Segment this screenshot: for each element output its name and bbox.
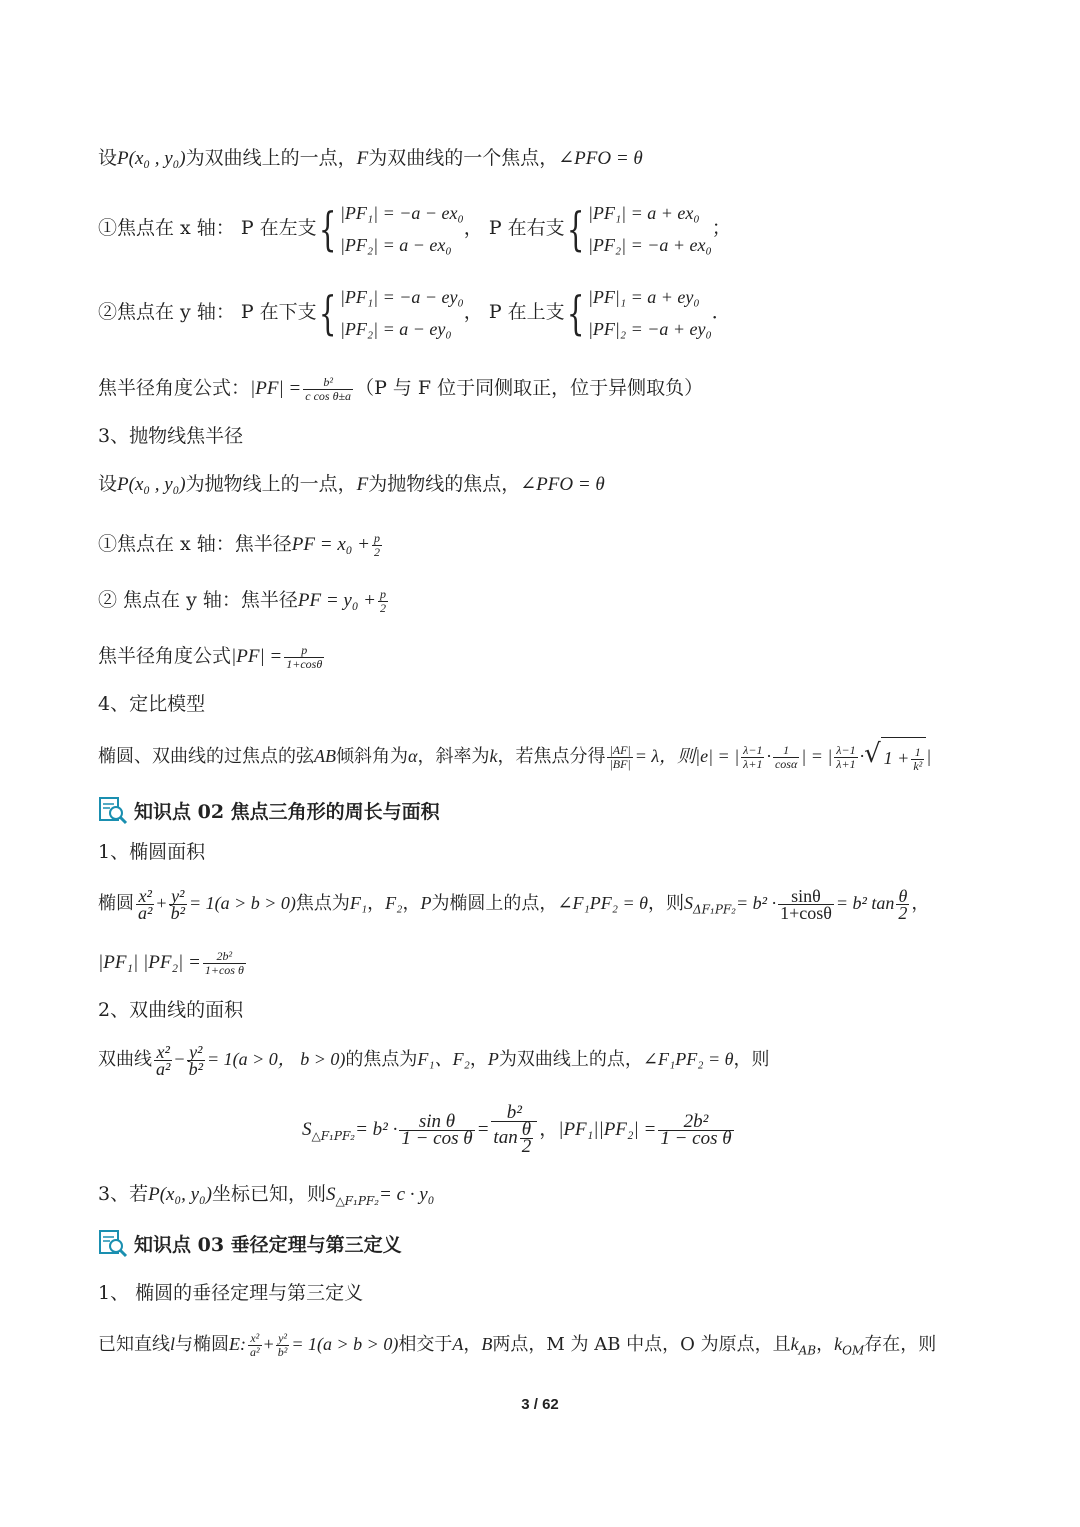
hyperbola-x-axis-formula	[98, 196, 731, 260]
math: A	[452, 1334, 464, 1354]
math: PF = y₀ +	[297, 590, 377, 611]
text: 椭圆、双曲线的过焦点的弦	[98, 746, 314, 767]
numerator: 2b²	[203, 950, 246, 964]
math: P	[420, 893, 432, 913]
numerator: sin θ	[399, 1114, 474, 1131]
numerator: θ	[520, 1122, 534, 1139]
numerator: 1	[773, 744, 799, 758]
text: ，则	[733, 1049, 770, 1070]
math: =	[476, 1119, 490, 1140]
ellipse-area-formula	[98, 878, 929, 935]
left-brace: {	[566, 286, 585, 340]
ellipse-product-formula	[98, 942, 248, 983]
text: ， P 在右支	[463, 217, 565, 239]
numerator: 1	[911, 746, 924, 760]
denominator	[491, 1119, 537, 1157]
math: F₁、F₂	[417, 1049, 470, 1069]
denominator: 2	[898, 902, 908, 923]
text: 坐标已知，则	[211, 1183, 326, 1205]
text: ，	[911, 893, 930, 914]
text: ，	[469, 1049, 488, 1070]
hyperbola-area-display	[302, 1094, 736, 1171]
denominator: 2	[373, 544, 380, 559]
denominator: b²	[277, 1344, 288, 1359]
knowledge-search-icon	[98, 1228, 128, 1258]
fraction	[491, 1102, 537, 1157]
fraction	[658, 1110, 733, 1149]
math: ∠F₁PF₂ = θ	[642, 1049, 734, 1069]
text: 为椭圆上的点，	[431, 893, 558, 914]
math: |	[926, 746, 932, 766]
subscript: AB	[798, 1343, 817, 1358]
numerator: λ−1	[743, 742, 763, 757]
math: k	[834, 1334, 843, 1354]
fraction	[372, 532, 382, 559]
fraction	[773, 744, 799, 771]
hyperbola-point-definition	[98, 146, 643, 171]
ratio-model-formula	[98, 734, 931, 778]
math: = b² ·	[355, 1119, 398, 1140]
text: 为双曲线上的一点，	[185, 147, 357, 169]
fraction	[896, 885, 909, 923]
text: 焦点为	[295, 893, 350, 914]
fraction	[911, 746, 924, 773]
equation-system	[340, 281, 464, 345]
denominator: cosα	[774, 756, 798, 771]
numerator: y²	[276, 1332, 290, 1346]
math: | = |	[801, 746, 833, 766]
heading-text: 知识点 03 垂径定理与第三定义	[134, 1233, 402, 1256]
math: F₁	[349, 893, 368, 913]
page-number: 3 / 62	[521, 1396, 559, 1413]
ellipse-chord-definition	[98, 1324, 936, 1371]
fraction	[520, 1119, 534, 1157]
equation: |PF|₁ = a + ey₀	[587, 287, 700, 307]
parabola-y-axis	[98, 580, 390, 621]
fraction	[778, 885, 834, 923]
math: E:	[229, 1334, 247, 1354]
known-coordinate-formula	[98, 1182, 434, 1213]
math: P(x₀ , y₀)	[117, 474, 186, 495]
numerator: x²	[136, 888, 154, 905]
section-ellipse-perpendicular: 1、 椭圆的垂径定理与第三定义	[98, 1282, 364, 1304]
denominator: 1+cos θ	[204, 962, 244, 977]
math: = 1(a > b > 0)	[188, 893, 296, 913]
numerator: b²	[491, 1105, 537, 1122]
math: S	[684, 893, 694, 913]
equation: |PF₁| = a + ex₀	[587, 203, 700, 223]
numerator: y²	[187, 1044, 205, 1061]
left-brace: {	[318, 202, 337, 256]
subscript: ΔF₁PF₂	[693, 902, 737, 917]
equation: |PF₁| = −a − ey₀	[339, 287, 464, 307]
math: P(x₀ , y₀)	[117, 148, 186, 169]
math: P	[487, 1049, 499, 1069]
text: 设	[98, 473, 118, 495]
numerator: 2b²	[658, 1114, 733, 1131]
hyperbola-y-axis-formula	[98, 280, 731, 344]
equation: |PF₂| = −a + ex₀	[587, 235, 712, 255]
text: ．	[711, 301, 731, 323]
text: 的焦点为	[345, 1049, 418, 1070]
denominator: c cos θ±a	[305, 388, 352, 403]
fraction	[154, 1041, 172, 1079]
text: ②焦点在 y 轴： P 在下支	[98, 301, 317, 323]
text: ，	[402, 893, 421, 914]
numerator: sinθ	[778, 888, 834, 905]
denominator: 1 − cos θ	[660, 1127, 732, 1149]
math: +	[263, 1334, 274, 1354]
equation-system	[340, 197, 464, 261]
math: ∠PFO = θ	[520, 474, 605, 495]
text: ①焦点在 x 轴： P 在左支	[98, 217, 317, 239]
heading-text: 知识点 02 焦点三角形的周长与面积	[134, 800, 440, 823]
subscript: OM	[842, 1343, 865, 1358]
left-brace: {	[566, 202, 585, 256]
fraction	[399, 1110, 474, 1149]
math: F₂	[385, 893, 403, 913]
math: = b² tan	[835, 893, 895, 913]
denominator: 2	[380, 600, 387, 615]
math: AB	[314, 746, 336, 766]
denominator: a²	[138, 902, 153, 923]
numerator: y²	[169, 888, 187, 905]
text: 3、若	[98, 1183, 149, 1205]
knowledge-point-02-heading	[98, 794, 440, 826]
math: = 1(a > b > 0)	[291, 1334, 399, 1354]
knowledge-point-03-heading	[98, 1227, 402, 1259]
text: 为抛物线的焦点，	[368, 473, 521, 495]
math: −	[174, 1049, 185, 1069]
fraction	[834, 744, 857, 771]
math: α	[408, 746, 418, 766]
denominator: k²	[913, 758, 923, 773]
text: 设	[98, 147, 118, 169]
text: 双曲线	[98, 1049, 152, 1070]
math: ·	[859, 746, 865, 766]
denominator: a²	[156, 1058, 171, 1079]
text: （P 与 F 位于同侧取正，位于异侧取负）	[355, 377, 704, 399]
text: ，则	[648, 893, 685, 914]
equation: |PF₂| = a − ex₀	[339, 235, 452, 255]
math: B	[481, 1334, 493, 1354]
numerator: b²	[303, 376, 353, 390]
text: 与椭圆	[175, 1334, 230, 1355]
text: ，	[539, 1118, 559, 1140]
denominator: 1+cosθ	[780, 902, 832, 923]
text: ② 焦点在 y 轴：焦半径	[98, 589, 298, 611]
sqrt-body	[881, 737, 927, 778]
math: = 1(a > 0， b > 0)	[206, 1049, 346, 1069]
text: 相交于	[398, 1334, 453, 1355]
denominator: a²	[250, 1344, 260, 1359]
text: 为抛物线上的一点，	[185, 473, 357, 495]
denominator: λ+1	[743, 756, 763, 771]
text: ；	[711, 217, 731, 239]
math: l	[170, 1334, 176, 1354]
math: |PF| =	[231, 646, 283, 667]
fraction	[203, 950, 246, 977]
math: |PF₁| |PF₂| =	[98, 952, 201, 973]
denominator: λ+1	[836, 756, 856, 771]
math: = b² ·	[736, 893, 777, 913]
numerator: λ−1	[836, 742, 856, 757]
section-ratio-model: 4、定比模型	[98, 693, 206, 715]
math: +	[156, 893, 167, 913]
text: 焦半径角度公式	[98, 645, 232, 667]
hyperbola-area-definition	[98, 1034, 770, 1085]
text: ，	[463, 1334, 482, 1355]
math: = λ，则|e| = |	[634, 746, 740, 766]
parabola-x-axis	[98, 524, 384, 565]
fraction	[303, 376, 353, 403]
text: ①焦点在 x 轴：焦半径	[98, 533, 292, 555]
denominator: b²	[188, 1058, 203, 1079]
fraction	[187, 1041, 205, 1079]
numerator: θ	[896, 888, 909, 905]
numerator: p	[380, 586, 387, 601]
math: k	[790, 1334, 799, 1354]
math: tan	[493, 1126, 518, 1148]
fraction	[378, 588, 388, 615]
text: 两点，M 为 AB 中点，O 为原点，且	[492, 1334, 791, 1355]
subscript: △F₁PF₂	[311, 1128, 356, 1143]
fraction	[741, 744, 764, 771]
text: 为双曲线的一个焦点，	[368, 147, 559, 169]
denominator: 1 − cos θ	[401, 1127, 473, 1149]
math: S	[302, 1119, 312, 1140]
math: S	[325, 1184, 336, 1205]
knowledge-search-icon	[98, 795, 128, 825]
left-brace: {	[318, 286, 337, 340]
math: P(x₀, y₀)	[148, 1184, 212, 1205]
text: 存在，则	[864, 1334, 937, 1355]
equation: |PF₂| = a − ey₀	[339, 319, 452, 339]
text: ，	[367, 893, 386, 914]
text: ，若焦点分得	[497, 746, 606, 767]
math: ·	[766, 746, 771, 766]
math: F	[356, 148, 369, 169]
text: ，	[816, 1334, 835, 1355]
denominator: 2	[521, 1136, 532, 1157]
numerator: p	[373, 530, 380, 545]
text: 椭圆	[98, 893, 134, 914]
denominator: |BF|	[609, 756, 631, 771]
math: PF = x₀ +	[291, 534, 370, 555]
math: |PF₁||PF₂| =	[558, 1119, 657, 1140]
fraction	[248, 1332, 262, 1359]
text: 为双曲线上的点，	[498, 1049, 643, 1070]
sqrt-sign: √	[864, 739, 881, 769]
denominator: b²	[170, 902, 185, 923]
math: |PF| =	[250, 378, 302, 399]
math: 1 +	[883, 747, 910, 768]
math: F	[356, 474, 369, 495]
math: ∠F₁PF₂ = θ	[557, 893, 649, 913]
numerator: |AF|	[609, 742, 631, 757]
parabola-point-definition	[98, 472, 605, 497]
fraction	[136, 885, 154, 923]
section-hyperbola-area: 2、双曲线的面积	[98, 999, 244, 1021]
text: 已知直线	[98, 1334, 170, 1355]
focal-radius-angle-formula	[98, 368, 703, 409]
fraction	[284, 644, 324, 671]
denominator: 1+cosθ	[286, 656, 323, 671]
equation-system	[588, 197, 712, 261]
section-parabola: 3、抛物线焦半径	[98, 425, 244, 447]
math: k	[489, 746, 498, 766]
numerator: x²	[154, 1044, 172, 1061]
equation: |PF₁| = −a − ex₀	[339, 203, 464, 223]
math: ∠PFO = θ	[558, 148, 643, 169]
text: ，斜率为	[417, 746, 490, 767]
equation: |PF|₂ = −a + ey₀	[587, 319, 712, 339]
equation-system	[588, 281, 712, 345]
text: 倾斜角为	[336, 746, 408, 767]
fraction	[607, 744, 632, 771]
numerator: x²	[248, 1332, 262, 1346]
subscript: △F₁PF₂	[335, 1193, 380, 1208]
text: ， P 在上支	[463, 301, 565, 323]
fraction	[169, 885, 187, 923]
math: = c · y₀	[379, 1184, 435, 1205]
text: 焦半径角度公式：	[98, 377, 251, 399]
fraction	[276, 1332, 290, 1359]
numerator: p	[284, 644, 324, 658]
section-ellipse-area: 1、椭圆面积	[98, 841, 206, 863]
parabola-angle-formula	[98, 636, 326, 677]
